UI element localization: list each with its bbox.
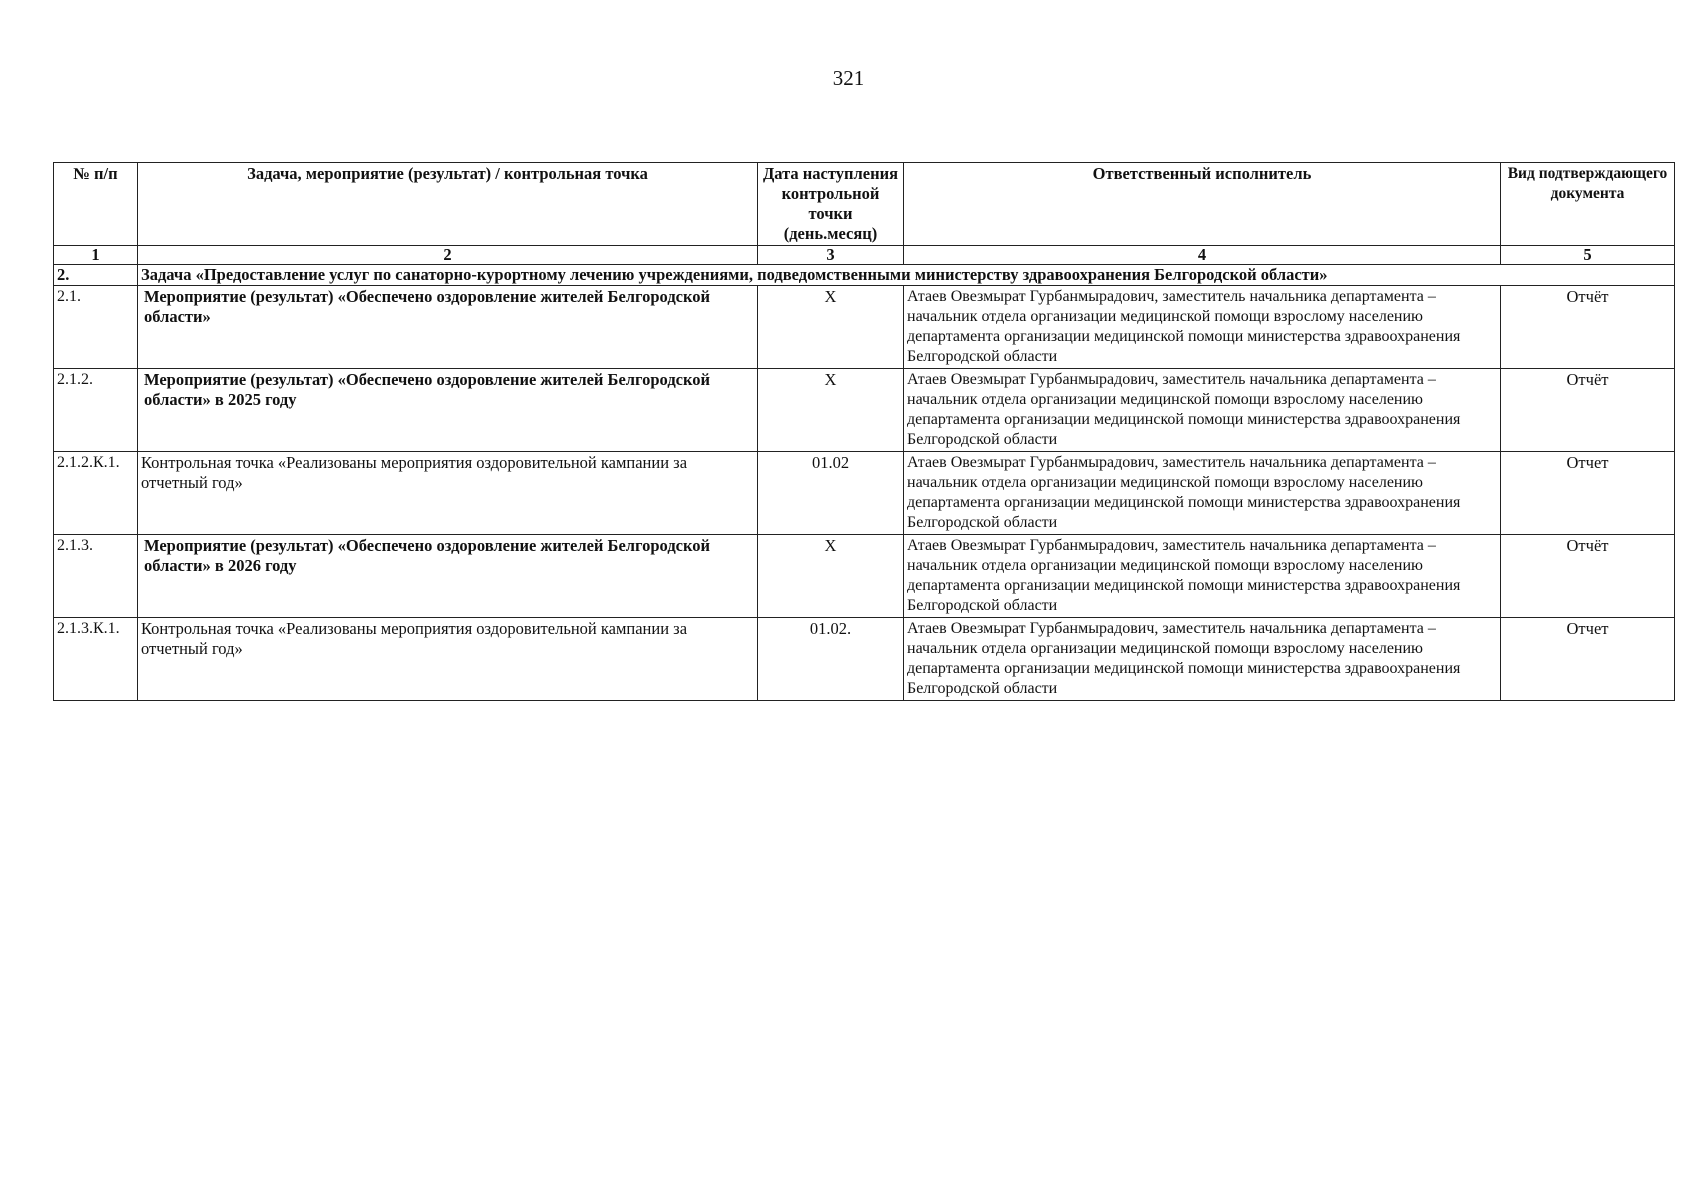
row-doc: Отчет xyxy=(1501,452,1675,535)
table-row xyxy=(54,369,1675,452)
page-number: 321 xyxy=(832,66,865,90)
table-row xyxy=(54,286,1675,369)
column-number-row xyxy=(54,246,1675,265)
row-num: 2.1.2. xyxy=(54,369,138,452)
row-date: Х xyxy=(758,369,904,452)
row-title: Мероприятие (результат) «Обеспечено оздоровление жителей Белгородской области» в 2025 году xyxy=(138,369,758,452)
row-doc: Отчет xyxy=(1501,618,1675,701)
table-row xyxy=(54,618,1675,701)
row-doc: Отчёт xyxy=(1501,535,1675,618)
column-number: 4 xyxy=(904,246,1501,265)
row-title: Контрольная точка «Реализованы мероприятия оздоровительной кампании за отчетный год» xyxy=(138,452,758,535)
row-num: 2.1.3. xyxy=(54,535,138,618)
header-doc: Вид подтверждающего документа xyxy=(1501,163,1675,246)
row-date: Х xyxy=(758,535,904,618)
row-num: 2.1.2.К.1. xyxy=(54,452,138,535)
row-date: 01.02 xyxy=(758,452,904,535)
row-num: 2.1.3.К.1. xyxy=(54,618,138,701)
column-number: 5 xyxy=(1501,246,1675,265)
row-responsible: Атаев Овезмырат Гурбанмырадович, заместитель начальника департамента – начальник отдела организации медицинской помощи взрослому населению департамента организации медицинской помощи министерства здравоохранения Белгородской области xyxy=(904,618,1501,701)
row-responsible: Атаев Овезмырат Гурбанмырадович, заместитель начальника департамента – начальник отдела организации медицинской помощи взрослому населению департамента организации медицинской помощи министерства здравоохранения Белгородской области xyxy=(904,452,1501,535)
row-responsible: Атаев Овезмырат Гурбанмырадович, заместитель начальника департамента – начальник отдела организации медицинской помощи взрослому населению департамента организации медицинской помощи министерства здравоохранения Белгородской области xyxy=(904,535,1501,618)
row-title: Мероприятие (результат) «Обеспечено оздоровление жителей Белгородской области» в 2026 году xyxy=(138,535,758,618)
column-number: 1 xyxy=(54,246,138,265)
plan-table xyxy=(53,162,1675,701)
header-date: Дата наступления контрольной точки (день.месяц) xyxy=(758,163,904,246)
header-num: № п/п xyxy=(54,163,138,246)
header-task: Задача, мероприятие (результат) / контрольная точка xyxy=(138,163,758,246)
column-number: 3 xyxy=(758,246,904,265)
row-num: 2.1. xyxy=(54,286,138,369)
header-responsible: Ответственный исполнитель xyxy=(904,163,1501,246)
row-responsible: Атаев Овезмырат Гурбанмырадович, заместитель начальника департамента – начальник отдела организации медицинской помощи взрослому населению департамента организации медицинской помощи министерства здравоохранения Белгородской области xyxy=(904,369,1501,452)
table-row xyxy=(54,452,1675,535)
task-text: Задача «Предоставление услуг по санаторно-курортному лечению учреждениями, подведомственными министерству здравоохранения Белгородской области» xyxy=(138,265,1675,286)
row-title: Контрольная точка «Реализованы мероприятия оздоровительной кампании за отчетный год» xyxy=(138,618,758,701)
task-row xyxy=(54,265,1675,286)
row-doc: Отчёт xyxy=(1501,369,1675,452)
row-doc: Отчёт xyxy=(1501,286,1675,369)
row-date: 01.02. xyxy=(758,618,904,701)
row-responsible: Атаев Овезмырат Гурбанмырадович, заместитель начальника департамента – начальник отдела организации медицинской помощи взрослому населению департамента организации медицинской помощи министерства здравоохранения Белгородской области xyxy=(904,286,1501,369)
task-num: 2. xyxy=(54,265,138,286)
column-number: 2 xyxy=(138,246,758,265)
table-row xyxy=(54,535,1675,618)
row-title: Мероприятие (результат) «Обеспечено оздоровление жителей Белгородской области» xyxy=(138,286,758,369)
row-date: Х xyxy=(758,286,904,369)
header-row xyxy=(54,163,1675,246)
